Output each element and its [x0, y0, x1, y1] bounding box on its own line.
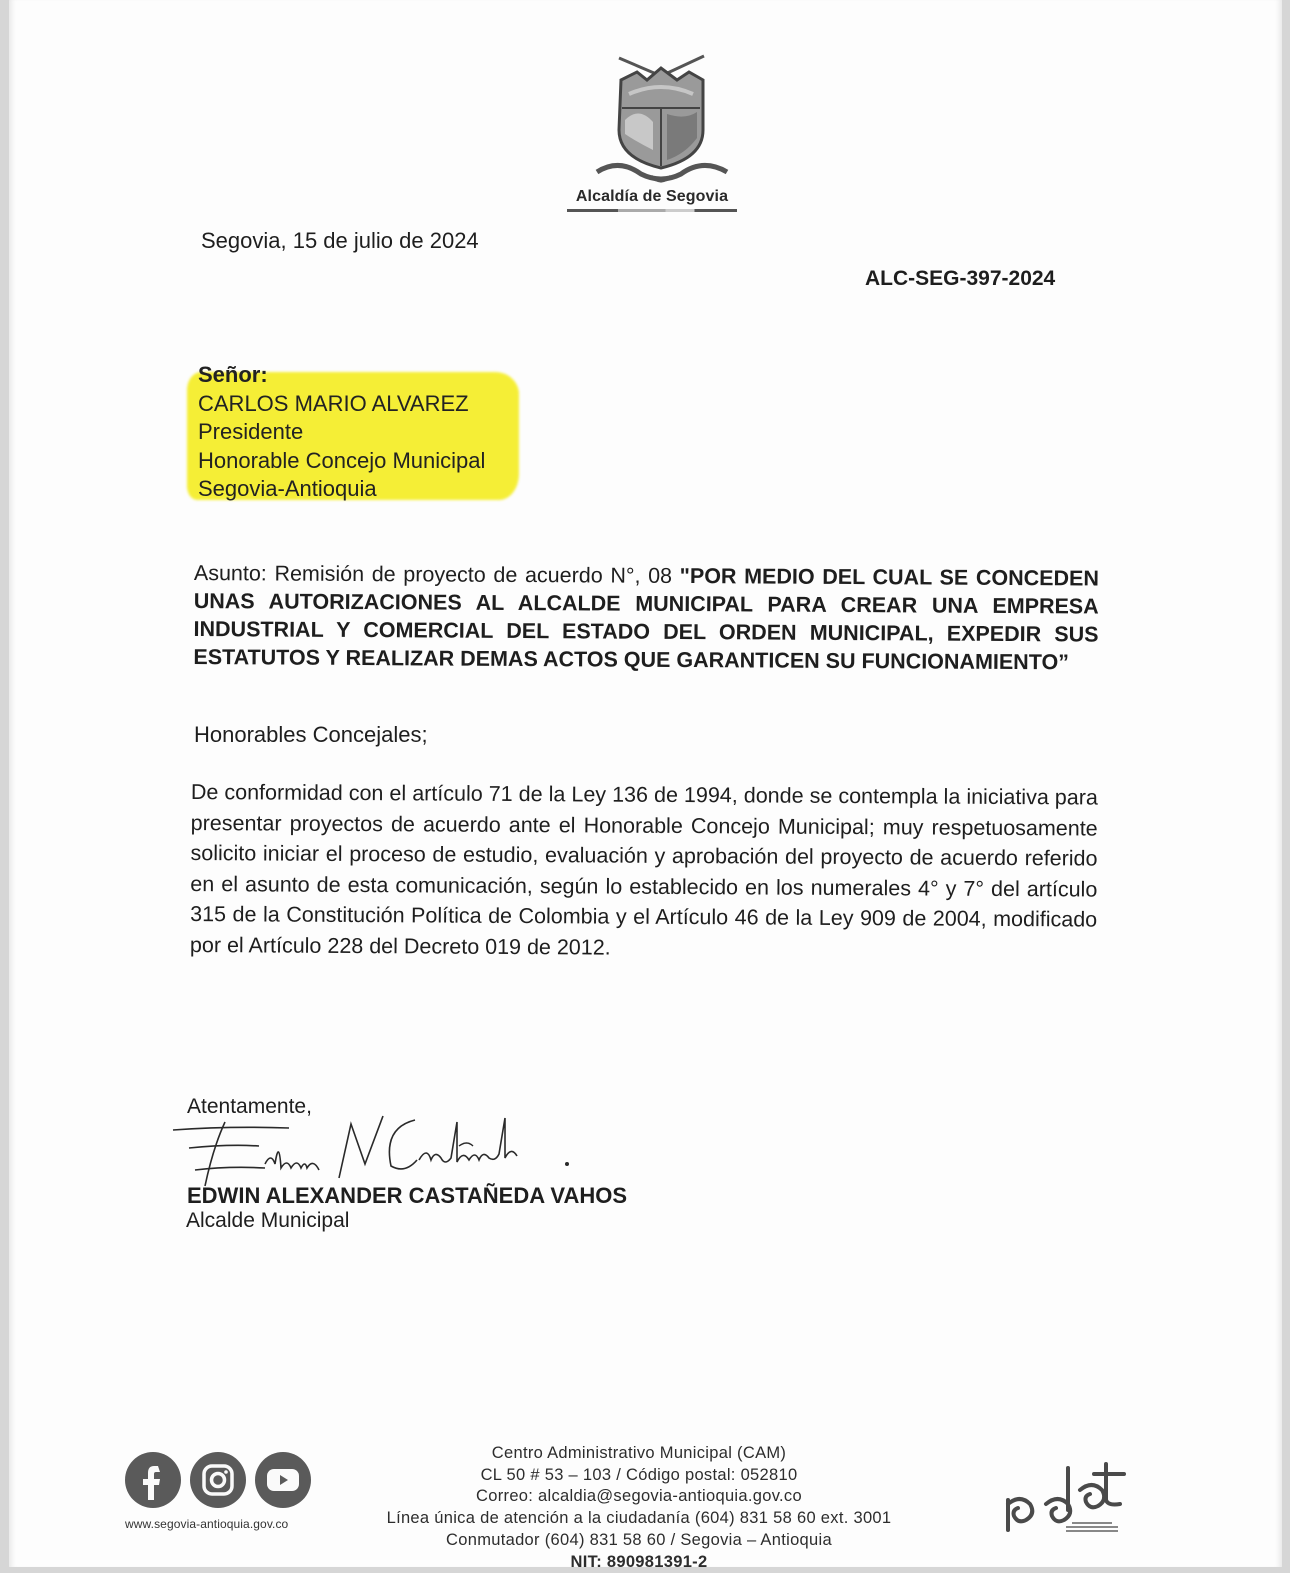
youtube-icon[interactable] — [255, 1452, 311, 1508]
subject-paragraph — [193, 559, 1099, 677]
footer-line: Conmutador (604) 831 58 60 / Segovia – Antioquia — [446, 1530, 832, 1549]
letter-reference: ALC-SEG-397-2024 — [865, 267, 1056, 290]
footer-nit: NIT: 890981391-2 — [570, 1552, 708, 1571]
letter-date: Segovia, 15 de julio de 2024 — [201, 228, 479, 253]
footer-contact — [339, 1443, 939, 1573]
logo-text: Alcaldía de Segovia — [575, 188, 729, 205]
facebook-icon[interactable] — [125, 1452, 181, 1508]
subject-lead: Asunto: Remisión de proyecto de acuerdo N°, 08 — [193, 560, 680, 588]
closing: Atentamente, — [187, 1095, 312, 1118]
signer-title: Alcalde Municipal — [186, 1209, 350, 1232]
addressee-title: Presidente — [198, 419, 304, 444]
body-paragraph: De conformidad con el artículo 71 de la Ley 136 de 1994, donde se contempla la iniciativa para presentar proyectos de acuerdo ante el Honorable Concejo Municipal; muy respetuosamente solicito iniciar el proceso de estudio, evaluación y aprobación del proyecto de acuerdo referido en el asunto de esta comunicación, según lo establecido en los numerales 4° y 7° del artículo 315 de la Constitución Política de Colombia y el Artículo 46 de la Ley 909 de 2004, modificado por el Artículo 228 del Decreto 019 de 2012. — [189, 779, 1098, 960]
footer-line: Centro Administrativo Municipal (CAM) — [491, 1444, 787, 1462]
footer-line: Correo: alcaldia@segovia-antioquia.gov.co — [476, 1487, 802, 1506]
social-icons — [125, 1452, 311, 1508]
signer-name: EDWIN ALEXANDER CASTAÑEDA VAHOS — [187, 1183, 628, 1208]
addressee-location: Segovia-Antioquia — [198, 476, 377, 501]
handwritten-signature — [169, 1108, 589, 1188]
addressee-organization: Honorable Concejo Municipal — [198, 447, 486, 473]
subject-title: "POR MEDIO DEL CUAL SE CONCEDEN UNAS AUTORIZACIONES AL ALCALDE MUNICIPAL PARA CREAR UNA EMPRESA INDUSTRIAL Y COMERCIAL DEL ESTADO DEL ORDEN MUNICIPAL, EXPEDIR SUS ESTATUTOS Y REALIZAR DEMAS ACTOS QUE GARANTICEN SU FUNCIONAMIENTO” — [193, 563, 1099, 675]
greeting: Honorables Concejales; — [194, 722, 428, 747]
footer-line: Línea única de atención a la ciudadanía (604) 831 58 60 ext. 3001 — [386, 1509, 892, 1528]
footer-line: CL 50 # 53 – 103 / Código postal: 052810 — [480, 1465, 798, 1484]
coat-of-arms-logo — [589, 50, 734, 190]
document-page — [9, 0, 1282, 1571]
addressee-name: CARLOS MARIO ALVAREZ — [198, 390, 469, 416]
addressee-salutation: Señor: — [198, 362, 268, 387]
instagram-icon[interactable] — [190, 1452, 246, 1508]
addressee-block — [198, 361, 485, 504]
logo-underline — [567, 209, 737, 212]
website-link[interactable]: www.segovia-antioquia.gov.co — [125, 1517, 289, 1531]
pdet-logo — [994, 1460, 1134, 1540]
